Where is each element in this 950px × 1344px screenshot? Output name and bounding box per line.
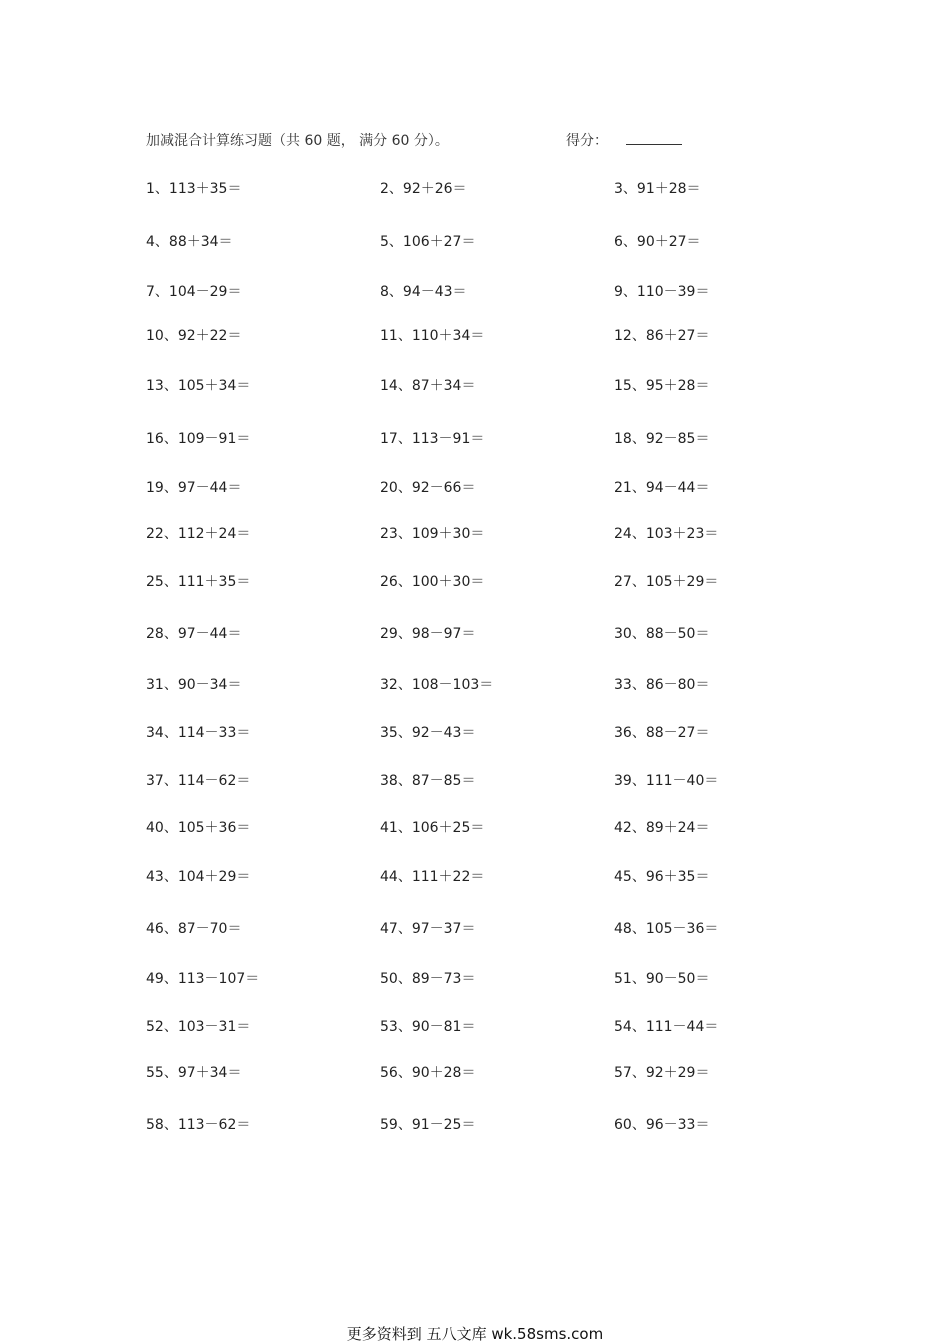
problem-item: 60、96－33＝ <box>614 1117 710 1133</box>
problem-item: 36、88－27＝ <box>614 725 710 741</box>
footer-watermark: 更多资料到 五八文库 wk.58sms.com <box>346 1325 604 1343</box>
problem-item: 55、97＋34＝ <box>146 1065 242 1081</box>
problem-item: 16、109－91＝ <box>146 431 251 447</box>
problem-item: 42、89＋24＝ <box>614 820 710 836</box>
problem-item: 19、97－44＝ <box>146 480 242 496</box>
score-label: 得分： <box>566 133 608 149</box>
problem-item: 10、92＋22＝ <box>146 328 242 344</box>
problem-item: 11、110＋34＝ <box>380 328 485 344</box>
problem-item: 8、94－43＝ <box>380 284 467 300</box>
problem-item: 26、100＋30＝ <box>380 574 485 590</box>
problem-item: 37、114－62＝ <box>146 773 251 789</box>
problem-item: 56、90＋28＝ <box>380 1065 476 1081</box>
problem-item: 9、110－39＝ <box>614 284 710 300</box>
problem-item: 15、95＋28＝ <box>614 378 710 394</box>
problem-item: 18、92－85＝ <box>614 431 710 447</box>
problem-item: 39、111－40＝ <box>614 773 719 789</box>
problem-item: 31、90－34＝ <box>146 677 242 693</box>
problem-item: 1、113＋35＝ <box>146 181 242 197</box>
problem-item: 53、90－81＝ <box>380 1019 476 1035</box>
problem-item: 5、106＋27＝ <box>380 234 476 250</box>
problem-item: 20、92－66＝ <box>380 480 476 496</box>
problem-item: 59、91－25＝ <box>380 1117 476 1133</box>
problem-item: 3、91＋28＝ <box>614 181 701 197</box>
problem-item: 29、98－97＝ <box>380 626 476 642</box>
problem-item: 24、103＋23＝ <box>614 526 719 542</box>
problem-item: 50、89－73＝ <box>380 971 476 987</box>
problem-item: 22、112＋24＝ <box>146 526 251 542</box>
problem-item: 27、105＋29＝ <box>614 574 719 590</box>
problem-item: 58、113－62＝ <box>146 1117 251 1133</box>
problem-item: 51、90－50＝ <box>614 971 710 987</box>
problem-item: 28、97－44＝ <box>146 626 242 642</box>
problem-item: 54、111－44＝ <box>614 1019 719 1035</box>
problem-item: 32、108－103＝ <box>380 677 494 693</box>
problem-item: 23、109＋30＝ <box>380 526 485 542</box>
score-field <box>566 130 682 150</box>
problem-item: 47、97－37＝ <box>380 921 476 937</box>
problem-item: 21、94－44＝ <box>614 480 710 496</box>
problem-item: 7、104－29＝ <box>146 284 242 300</box>
problem-item: 57、92＋29＝ <box>614 1065 710 1081</box>
problem-item: 52、103－31＝ <box>146 1019 251 1035</box>
problem-item: 12、86＋27＝ <box>614 328 710 344</box>
problem-item: 38、87－85＝ <box>380 773 476 789</box>
problem-item: 46、87－70＝ <box>146 921 242 937</box>
problem-item: 49、113－107＝ <box>146 971 260 987</box>
problem-item: 14、87＋34＝ <box>380 378 476 394</box>
problem-item: 2、92＋26＝ <box>380 181 467 197</box>
problem-item: 6、90＋27＝ <box>614 234 701 250</box>
problem-item: 30、88－50＝ <box>614 626 710 642</box>
problem-item: 13、105＋34＝ <box>146 378 251 394</box>
worksheet-title: 加减混合计算练习题（共 60 题， 满分 60 分）。 <box>146 133 449 149</box>
problem-item: 33、86－80＝ <box>614 677 710 693</box>
problem-item: 17、113－91＝ <box>380 431 485 447</box>
problem-item: 44、111＋22＝ <box>380 869 485 885</box>
problem-item: 40、105＋36＝ <box>146 820 251 836</box>
problem-item: 4、88＋34＝ <box>146 234 233 250</box>
problem-item: 34、114－33＝ <box>146 725 251 741</box>
problem-item: 25、111＋35＝ <box>146 574 251 590</box>
problem-item: 48、105－36＝ <box>614 921 719 937</box>
score-blank-line[interactable] <box>626 132 682 145</box>
problem-item: 41、106＋25＝ <box>380 820 485 836</box>
problem-item: 35、92－43＝ <box>380 725 476 741</box>
problem-item: 45、96＋35＝ <box>614 869 710 885</box>
problem-item: 43、104＋29＝ <box>146 869 251 885</box>
